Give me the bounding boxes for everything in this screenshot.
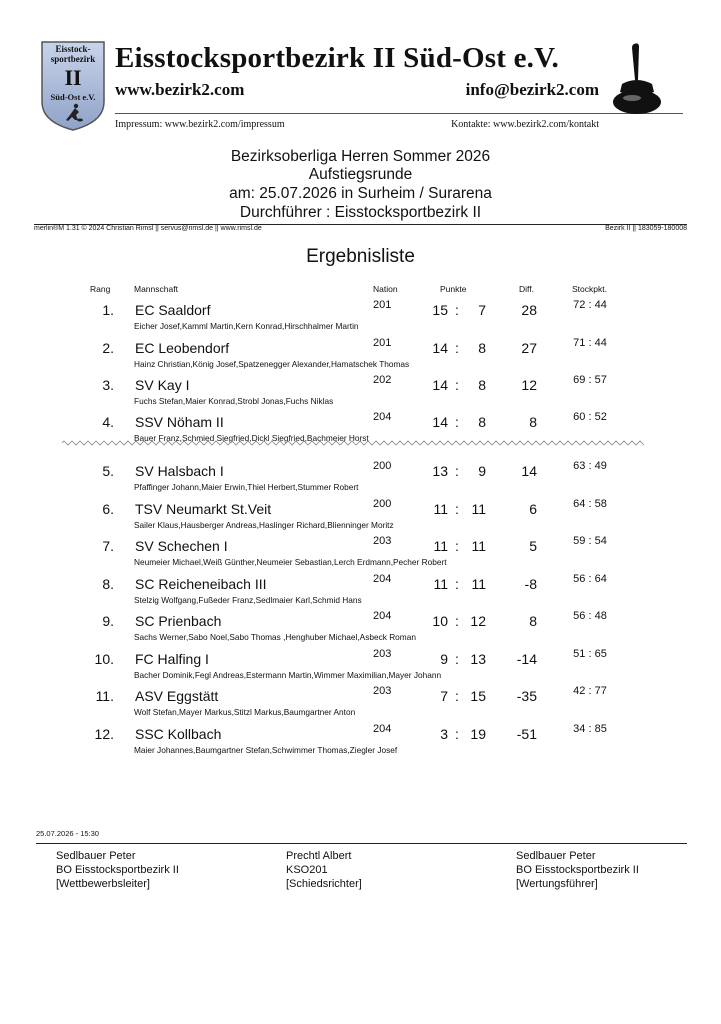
point-difference: 8 [529,613,537,629]
stock-points: 56 : 64 [573,573,607,585]
result-row [0,337,721,376]
rank: 2. [102,340,114,356]
points-for: 14 [432,377,448,393]
rank: 4. [102,414,114,430]
points-against: 8 [478,414,486,430]
points-for: 15 [432,302,448,318]
logo-text-3: II [64,65,82,90]
points-for: 14 [432,340,448,356]
points-against: 13 [470,651,486,667]
eisstock-icon [612,42,662,120]
col-header-mannschaft: Mannschaft [134,284,178,294]
points-against: 12 [470,613,486,629]
stock-points: 69 : 57 [573,374,607,386]
logo-text-1: Eisstock- [55,44,91,54]
nation-code: 204 [373,411,392,423]
stock-points: 72 : 44 [573,299,607,311]
list-title: Ergebnisliste [306,246,415,267]
point-difference: 6 [529,501,537,517]
team-name: ASV Eggstätt [135,688,219,704]
event-round: Aufstiegsrunde [308,166,413,183]
team-players: Neumeier Michael,Weiß Günther,Neumeier Sebastian,Lerch Erdmann,Pecher Robert [134,557,447,567]
rank: 9. [102,613,114,629]
points-separator: : [455,651,459,667]
document-id: Bezirk II || 183059-180008 [605,225,687,232]
stock-points: 42 : 77 [573,685,607,697]
points-against: 8 [478,340,486,356]
points-separator: : [455,538,459,554]
points-for: 9 [440,651,448,667]
district-logo [40,40,106,132]
point-difference: -35 [516,688,537,704]
email-link[interactable]: info@bezirk2.com [465,80,599,99]
logo-text-4: Süd-Ost e.V. [50,92,96,102]
points-separator: : [455,463,459,479]
stock-points: 71 : 44 [573,337,607,349]
team-players: Pfaffinger Johann,Maier Erwin,Thiel Herbert,Stummer Robert [134,482,359,492]
stock-points: 34 : 85 [573,723,607,735]
points-separator: : [455,501,459,517]
footer-divider [36,843,687,844]
team-players: Bauer Franz,Schmied Siegfried,Dickl Siegfried,Bachmeier Horst [134,433,369,443]
points-for: 7 [440,688,448,704]
points-against: 15 [470,688,486,704]
col-header-nation: Nation [373,284,398,294]
points-separator: : [455,688,459,704]
rank: 6. [102,501,114,517]
points-against: 8 [478,377,486,393]
team-players: Fuchs Stefan,Maier Konrad,Strobl Jonas,Fuchs Niklas [134,396,334,406]
col-header-punkte: Punkte [440,284,467,294]
result-row [0,610,721,649]
points-for: 10 [432,613,448,629]
signature-block [516,849,639,891]
impressum-link[interactable]: Impressum: www.bezirk2.com/impressum [115,119,285,130]
points-for: 11 [433,576,448,592]
points-against: 11 [471,501,486,517]
points-separator: : [455,613,459,629]
col-header-stockpkt: Stockpkt. [572,284,607,294]
team-name: SC Reicheneibach III [135,576,267,592]
points-separator: : [455,377,459,393]
team-name: SV Kay I [135,377,190,393]
col-header-rang: Rang [90,284,111,294]
stock-points: 64 : 58 [573,498,607,510]
team-players: Stelzig Wolfgang,Fußeder Franz,Sedlmaier Karl,Schmid Hans [134,595,362,605]
points-against: 11 [471,538,486,554]
nation-code: 202 [373,374,392,386]
result-row [0,374,721,413]
website-link[interactable]: www.bezirk2.com [115,80,245,99]
points-against: 7 [478,302,486,318]
team-name: FC Halfing I [135,651,209,667]
promotion-divider [62,440,645,446]
point-difference: 5 [529,538,537,554]
signature-role: [Wertungsführer] [516,878,598,890]
team-players: Bacher Dominik,Fegl Andreas,Estermann Martin,Wimmer Maximilian,Mayer Johann [134,670,442,680]
nation-code: 203 [373,648,392,660]
signature-role: [Wettbewerbsleiter] [56,878,150,890]
nation-code: 204 [373,610,392,622]
points-against: 19 [470,726,486,742]
signature-name: Prechtl Albert [286,850,352,862]
team-name: SSV Nöham II [135,414,224,430]
nation-code: 204 [373,573,392,585]
team-name: EC Leobendorf [135,340,230,356]
signature-role: [Schiedsrichter] [286,878,362,890]
signature-block [286,849,362,891]
team-players: Wolf Stefan,Mayer Markus,Stitzl Markus,Baumgartner Anton [134,707,356,717]
rank: 10. [94,651,114,667]
rank: 5. [102,463,114,479]
team-players: Maier Johannes,Baumgartner Stefan,Schwimmer Thomas,Ziegler Josef [134,745,398,755]
header-title: Eisstocksportbezirk II Süd-Ost e.V. [115,42,559,74]
result-row [0,460,721,499]
header-divider [115,113,683,114]
team-name: TSV Neumarkt St.Veit [135,501,272,517]
team-name: SV Halsbach I [135,463,224,479]
signature-name: Sedlbauer Peter [516,850,596,862]
team-players: Hainz Christian,König Josef,Spatzenegger Alexander,Hamatschek Thomas [134,359,410,369]
team-name: SSC Kollbach [135,726,222,742]
point-difference: 28 [521,302,537,318]
stock-points: 51 : 65 [573,648,607,660]
points-for: 14 [432,414,448,430]
nation-code: 200 [373,498,392,510]
points-for: 11 [433,538,448,554]
point-difference: 8 [529,414,537,430]
stock-points: 60 : 52 [573,411,607,423]
point-difference: 12 [521,377,537,393]
result-row [0,498,721,537]
signature-org: BO Eisstocksportbezirk II [516,864,639,876]
nation-code: 200 [373,460,392,472]
stock-points: 63 : 49 [573,460,607,472]
nation-code: 201 [373,337,392,349]
result-row [0,299,721,338]
rank: 3. [102,377,114,393]
rank: 11. [95,688,114,704]
result-row [0,685,721,724]
team-players: Sachs Werner,Sabo Noel,Sabo Thomas ,Henghuber Michael,Asbeck Roman [134,632,416,642]
point-difference: -51 [516,726,537,742]
signature-org: KSO201 [286,864,328,876]
rank: 8. [102,576,114,592]
nation-code: 203 [373,685,392,697]
result-row [0,648,721,687]
result-row [0,573,721,612]
points-separator: : [455,340,459,356]
points-separator: : [455,726,459,742]
points-for: 3 [440,726,448,742]
points-separator: : [455,302,459,318]
kontakte-link[interactable]: Kontakte: www.bezirk2.com/kontakt [451,119,599,130]
team-name: EC Saaldorf [135,302,211,318]
rank: 1. [102,302,114,318]
team-players: Sailer Klaus,Hausberger Andreas,Haslinger Richard,Blienninger Moritz [134,520,394,530]
rank: 7. [102,538,114,554]
col-header-diff: Diff. [519,284,534,294]
software-credit: merlin®M 1.31 © 2024 Christian Rimsl || servus@rimsl.de || www.rimsl.de [34,225,262,232]
points-for: 13 [432,463,448,479]
signature-block [56,849,179,891]
points-against: 11 [471,576,486,592]
point-difference: -14 [516,651,537,667]
team-players: Eicher Josef,Kamml Martin,Kern Konrad,Hirschhalmer Martin [134,321,359,331]
event-league: Bezirksoberliga Herren Sommer 2026 [230,148,491,165]
team-name: SC Prienbach [135,613,222,629]
nation-code: 204 [373,723,392,735]
point-difference: 14 [521,463,537,479]
points-for: 11 [433,501,448,517]
point-difference: -8 [524,576,537,592]
team-name: SV Schechen I [135,538,228,554]
stock-points: 56 : 48 [573,610,607,622]
rank: 12. [94,726,114,742]
point-difference: 27 [521,340,537,356]
nation-code: 203 [373,535,392,547]
logo-text-2: sportbezirk [50,54,96,64]
print-timestamp: 25.07.2026 - 15:30 [36,829,99,838]
signature-name: Sedlbauer Peter [56,850,136,862]
result-row [0,723,721,762]
result-row [0,535,721,574]
event-date-location: am: 25.07.2026 in Surheim / Surarena [229,185,492,202]
nation-code: 201 [373,299,392,311]
points-against: 9 [478,463,486,479]
points-separator: : [455,414,459,430]
signature-org: BO Eisstocksportbezirk II [56,864,179,876]
event-organizer: Durchführer : Eisstocksportbezirk II [239,204,482,221]
stock-points: 59 : 54 [573,535,607,547]
points-separator: : [455,576,459,592]
